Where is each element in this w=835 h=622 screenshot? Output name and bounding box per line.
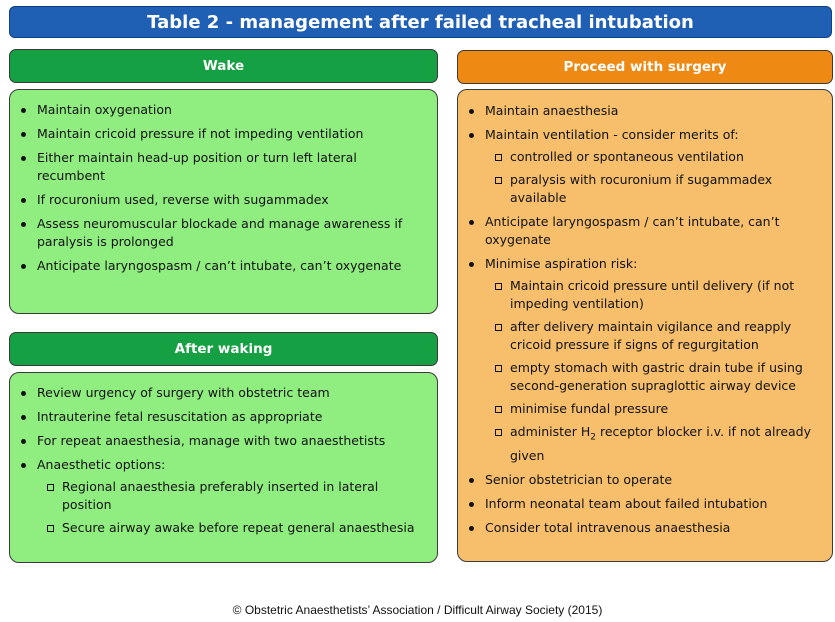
bullet-icon xyxy=(21,264,26,269)
wake-header: Wake xyxy=(9,49,438,83)
after-waking-panel xyxy=(9,372,438,563)
sub-list-item: controlled or spontaneous ventilation xyxy=(485,148,820,166)
sub-list-item: Secure airway awake before repeat general anaesthesia xyxy=(37,519,425,537)
list-item: If rocuronium used, reverse with sugammadex xyxy=(10,191,425,209)
copyright-footer: © Obstetric Anaesthetists’ Association / Difficult Airway Society (2015) xyxy=(232,603,603,617)
square-bullet-icon xyxy=(495,283,502,290)
bullet-icon xyxy=(469,133,474,138)
list-item: Either maintain head-up position or turn left lateral recumbent xyxy=(10,149,425,185)
list-item: Anticipate laryngospasm / can’t intubate, can’t oxygenate xyxy=(458,213,820,249)
bullet-icon xyxy=(21,415,26,420)
square-bullet-icon xyxy=(495,365,502,372)
wake-panel xyxy=(9,89,438,314)
square-bullet-icon xyxy=(47,525,54,532)
list-item: Maintain anaesthesia xyxy=(458,102,820,120)
list-item: For repeat anaesthesia, manage with two anaesthetists xyxy=(10,432,425,450)
wake-list xyxy=(10,101,425,275)
bullet-icon xyxy=(469,262,474,267)
surgery-list xyxy=(458,102,820,537)
list-item: Maintain cricoid pressure if not impeding ventilation xyxy=(10,125,425,143)
bullet-icon xyxy=(21,463,26,468)
sub-list-item: Maintain cricoid pressure until delivery (if not impeding ventilation) xyxy=(485,277,820,313)
square-bullet-icon xyxy=(47,484,54,491)
list-item: Anticipate laryngospasm / can’t intubate, can’t oxygenate xyxy=(10,257,425,275)
bullet-icon xyxy=(469,502,474,507)
surgery-panel xyxy=(457,89,833,562)
bullet-icon xyxy=(21,198,26,203)
square-bullet-icon xyxy=(495,429,502,436)
square-bullet-icon xyxy=(495,177,502,184)
bullet-icon xyxy=(469,109,474,114)
after-waking-header: After waking xyxy=(9,332,438,366)
options-sublist xyxy=(37,478,425,537)
list-item: Inform neonatal team about failed intubation xyxy=(458,495,820,513)
square-bullet-icon xyxy=(495,406,502,413)
list-item: Consider total intravenous anaesthesia xyxy=(458,519,820,537)
bullet-icon xyxy=(21,132,26,137)
square-bullet-icon xyxy=(495,324,502,331)
sub-list-item: administer $H_2$ receptor blocker i.v. if not already given xyxy=(485,423,820,465)
bullet-icon xyxy=(21,222,26,227)
bullet-icon xyxy=(21,439,26,444)
page-title: Table 2 - management after failed tracheal intubation xyxy=(9,6,832,38)
list-item: Review urgency of surgery with obstetric team xyxy=(10,384,425,402)
square-bullet-icon xyxy=(495,154,502,161)
ventilation-sublist xyxy=(485,148,820,207)
bullet-icon xyxy=(469,526,474,531)
after-waking-list xyxy=(10,384,425,537)
sub-list-item: minimise fundal pressure xyxy=(485,400,820,418)
list-item: Maintain oxygenation xyxy=(10,101,425,119)
sub-list-item: paralysis with rocuronium if sugammadex available xyxy=(485,171,820,207)
list-item: Intrauterine fetal resuscitation as appropriate xyxy=(10,408,425,426)
bullet-icon xyxy=(21,108,26,113)
list-item: Senior obstetrician to operate xyxy=(458,471,820,489)
bullet-icon xyxy=(469,220,474,225)
bullet-icon xyxy=(21,391,26,396)
sub-list-item: Regional anaesthesia preferably inserted in lateral position xyxy=(37,478,425,514)
bullet-icon xyxy=(469,478,474,483)
sub-list-item: empty stomach with gastric drain tube if using second-generation supraglottic airway device xyxy=(485,359,820,395)
list-item: Anaesthetic options: Regional anaesthesia preferably inserted in lateral position Secure airway awake before repeat general anaesthesia xyxy=(10,456,425,537)
aspiration-sublist xyxy=(485,277,820,465)
list-item: Minimise aspiration risk: Maintain cricoid pressure until delivery (if not impeding ventilation) after delivery maintain vigilance and reapply cricoid pressure if signs of regurgitation empty stomach with gastric drain tube if using second-generation supraglottic airway device minimise fundal pressure administer $H_2$ receptor blocker i.v. if not already given xyxy=(458,255,820,465)
list-item: Assess neuromuscular blockade and manage awareness if paralysis is prolonged xyxy=(10,215,425,251)
bullet-icon xyxy=(21,156,26,161)
surgery-header: Proceed with surgery xyxy=(457,50,833,84)
list-item: Maintain ventilation - consider merits of: controlled or spontaneous ventilation paralysis with rocuronium if sugammadex available xyxy=(458,126,820,207)
sub-list-item: after delivery maintain vigilance and reapply cricoid pressure if signs of regurgitation xyxy=(485,318,820,354)
